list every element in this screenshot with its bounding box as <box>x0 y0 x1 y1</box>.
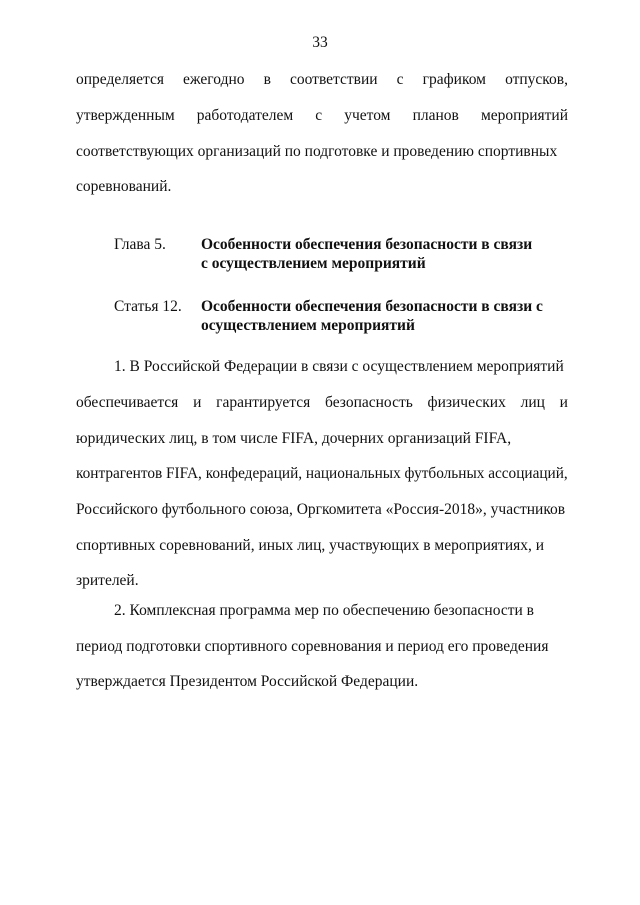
para2-line3: утверждается Президентом Российской Федерации. <box>76 673 419 690</box>
word: соответствии <box>290 71 378 88</box>
para1-line1: 1. В Российской Федерации в связи с осуществлением мероприятий <box>114 358 564 375</box>
article-title-line1: Особенности обеспечения безопасности в связи с <box>201 298 543 315</box>
article-label: Статья 12. <box>114 298 182 315</box>
para1-line6: спортивных соревнований, иных лиц, участвующих в мероприятиях, и <box>76 537 545 554</box>
word: обеспечивается <box>76 394 179 411</box>
chapter-label: Глава 5. <box>114 236 166 253</box>
para0-line4: соревнований. <box>76 178 172 195</box>
word: и <box>193 394 202 411</box>
word: графиком <box>422 71 486 88</box>
para2-line2: период подготовки спортивного соревнования и период его проведения <box>76 638 549 655</box>
word: мероприятий <box>480 107 568 124</box>
chapter-title-line2: с осуществлением мероприятий <box>201 255 426 272</box>
para1-line7: зрителей. <box>76 572 139 589</box>
para1-line2 <box>76 394 568 412</box>
word: отпусков, <box>505 71 568 88</box>
word: в <box>263 71 271 88</box>
word: физических <box>427 394 506 411</box>
page-number: 33 <box>312 34 328 51</box>
para1-line4: контрагентов FIFA, конфедераций, национальных футбольных ассоциаций, <box>76 465 568 482</box>
article-title-line2: осуществлением мероприятий <box>201 317 415 334</box>
word: работодателем <box>196 107 294 124</box>
word: лиц <box>520 394 545 411</box>
para1-line5: Российского футбольного союза, Оргкомитета «Россия-2018», участников <box>76 501 566 518</box>
para1-line3: юридических лиц, в том числе FIFA, дочерних организаций FIFA, <box>76 430 512 447</box>
word: утвержденным <box>76 107 175 124</box>
word: безопасность <box>325 394 413 411</box>
para0-line2 <box>76 107 568 125</box>
word: ежегодно <box>183 71 245 88</box>
word: учетом <box>344 107 391 124</box>
chapter-title-line1: Особенности обеспечения безопасности в связи <box>201 236 533 253</box>
para0-line1 <box>76 71 568 89</box>
word: с <box>396 71 404 88</box>
word: гарантируется <box>216 394 311 411</box>
word: и <box>559 394 568 411</box>
word: определяется <box>76 71 164 88</box>
para0-line3: соответствующих организаций по подготовке и проведению спортивных <box>76 143 558 160</box>
word: планов <box>412 107 459 124</box>
word: с <box>315 107 323 124</box>
para2-line1: 2. Комплексная программа мер по обеспечению безопасности в <box>114 602 534 619</box>
